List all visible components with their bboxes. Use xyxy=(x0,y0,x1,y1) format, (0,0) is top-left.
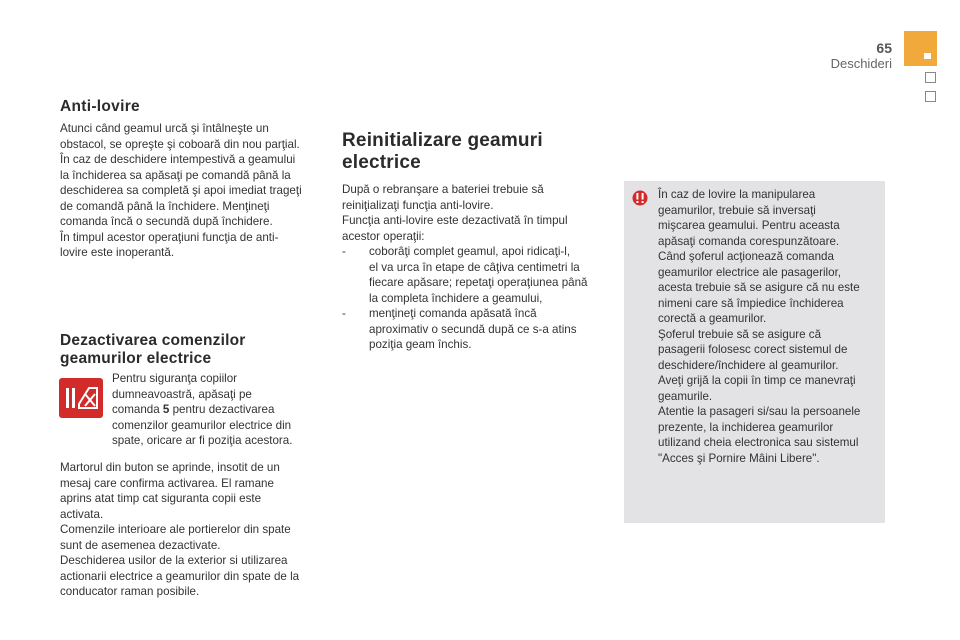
text-line: acesta trebuie să se asigure că nu este xyxy=(658,281,860,294)
text-line: Atunci când geamul urcă şi întâlneşte un xyxy=(60,122,269,135)
text-line: aprins atat timp cat siguranta copii este xyxy=(60,492,262,505)
text-line: După o rebranşare a bateriei trebuie să xyxy=(342,183,544,196)
chapter-tab-icon[interactable] xyxy=(904,31,937,66)
text-line: prezente, la inchiderea geamurilor xyxy=(658,420,834,434)
text-line: În caz de deschidere intempestivă a geamului xyxy=(60,153,296,166)
text-line: geamurilor, trebuie să inversaţi xyxy=(658,203,816,217)
text-line: Comenzile interioare ale portierelor din spate xyxy=(60,523,291,536)
child-lock-icon xyxy=(59,378,103,418)
warning-exclamation-icon xyxy=(632,190,648,206)
text-line: de comandă până la închidere. Menţineţi xyxy=(60,199,270,213)
text-line: lovire este inoperantă. xyxy=(60,246,175,259)
text-line xyxy=(112,402,317,418)
tab-box-2[interactable] xyxy=(925,91,936,102)
text-line: coborâţi complet geamul, apoi ridicaţi-l, xyxy=(369,245,571,258)
reinitializare-steps xyxy=(342,244,607,353)
text-line: Deschiderea usilor de la exterior si utilizarea xyxy=(60,554,288,567)
list-item xyxy=(342,306,607,353)
dezactivarea-side-text xyxy=(112,371,317,449)
text-line: el va urca în etape de câţiva centimetri la xyxy=(369,260,580,274)
text-line: utilizand cheia electronica sau sistemul xyxy=(658,436,859,449)
text-line: geamurile. xyxy=(658,389,713,403)
text-line: mesaj care confirma activarea. El ramane xyxy=(60,476,274,490)
bullet-dash: - xyxy=(342,307,346,320)
heading-line: electrice xyxy=(342,152,421,173)
tab-box-1[interactable] xyxy=(925,72,936,83)
text-line: deschidere/închidere al geamurilor. xyxy=(658,358,839,372)
text-line: Funcţia anti-lovire este dezactivată în timpul xyxy=(342,214,568,227)
text-line: "Acces şi Pornire Mâini Libere". xyxy=(658,451,820,465)
text-line: aproximativ o secundă după ce s-a atins xyxy=(369,322,577,336)
control-number: 5 xyxy=(162,403,170,416)
bullet-dash: - xyxy=(342,245,346,258)
text-line: comanda încă o secundă după închidere. xyxy=(60,215,273,228)
text-line: corectă a geamurilor. xyxy=(658,312,767,325)
anti-lovire-text xyxy=(60,121,322,261)
text-line: pasagerii folosesc corect sistemul de xyxy=(658,343,848,356)
heading-line: Dezactivarea comenzilor xyxy=(60,332,246,349)
page-number: 65 xyxy=(876,40,892,56)
text-line: mişcarea geamului. Pentru aceasta xyxy=(658,219,840,232)
text-line: Atentie la pasageri si/sau la persoanele xyxy=(658,405,861,418)
text-fragment: pentru dezactivarea xyxy=(169,403,275,416)
text-line: la completa închidere a geamului, xyxy=(369,291,543,305)
text-line: Martorul din buton se aprinde, insotit de un xyxy=(60,461,280,474)
text-line: nimeni care să împiedice închiderea xyxy=(658,296,844,310)
text-line: Aveţi grijă la copii în timp ce manevraţi xyxy=(658,374,856,387)
text-line: Pentru siguranţa copiilor xyxy=(112,372,238,385)
text-line: spate, oricare ar fi poziţia acestora. xyxy=(112,434,293,447)
text-line: poziţia geam închis. xyxy=(369,338,472,351)
text-line: Când şoferul acţionează comanda xyxy=(658,250,834,263)
heading-line: geamurilor electrice xyxy=(60,350,212,367)
section-title: Deschideri xyxy=(830,56,892,71)
text-line: deschiderea sa completă şi apoi imediat trageţi xyxy=(60,184,302,197)
dezactivarea-heading xyxy=(60,332,246,368)
text-line: reiniţializaţi funcţia anti-lovire. xyxy=(342,198,494,212)
dezactivarea-body-text xyxy=(60,460,322,600)
text-line: conducator raman posibile. xyxy=(60,585,200,598)
warning-text xyxy=(658,187,882,466)
text-line: sunt de asemenea dezactivate. xyxy=(60,538,221,552)
list-item xyxy=(342,244,607,306)
text-line: activata. xyxy=(60,507,104,521)
text-line: comenzilor geamurilor electrice din xyxy=(112,418,292,432)
text-line: În timpul acestor operaţiuni funcţia de anti- xyxy=(60,230,279,244)
text-line: obstacol, se opreşte şi coboară din nou parţial. xyxy=(60,137,300,151)
text-line: În caz de lovire la manipularea xyxy=(658,188,816,201)
text-line: Şoferul trebuie să se asigure că xyxy=(658,327,822,341)
tab-square xyxy=(924,53,931,59)
reinitializare-intro xyxy=(342,182,604,244)
text-line: acestor operaţii: xyxy=(342,229,425,243)
text-line: actionarii electrice a geamurilor din spate de la xyxy=(60,569,300,583)
text-line: apăsaţi comanda corespunzătoare. xyxy=(658,234,840,248)
text-line: fiecare apăsare; repetaţi operaţiunea până xyxy=(369,276,588,289)
anti-lovire-heading: Anti-lovire xyxy=(60,98,140,115)
reinitializare-heading xyxy=(342,130,543,174)
text-line: menţineţi comanda apăsată încă xyxy=(369,307,537,320)
text-line: la închiderea sa apăsaţi pe comandă până la xyxy=(60,168,291,182)
text-fragment: comanda xyxy=(112,403,163,416)
text-line: dumneavoastră, apăsaţi pe xyxy=(112,387,252,401)
text-line: geamurilor electrice ale pasagerilor, xyxy=(658,265,842,279)
heading-line: Reinitializare geamuri xyxy=(342,130,543,151)
